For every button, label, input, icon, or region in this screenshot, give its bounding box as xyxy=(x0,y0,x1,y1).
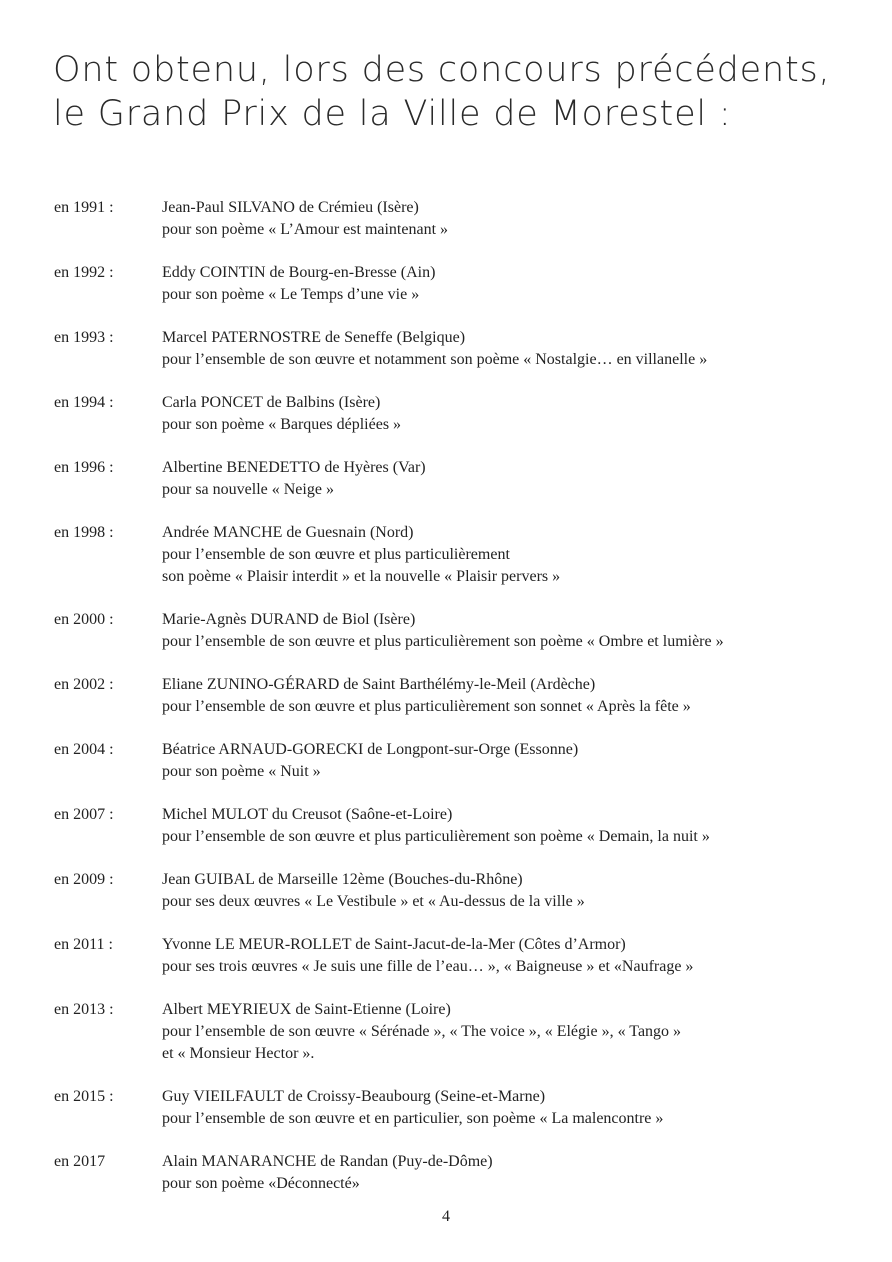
winner-entry xyxy=(54,327,874,371)
entry-description xyxy=(162,869,874,913)
entry-year: en 2007 : xyxy=(54,806,114,823)
entry-description xyxy=(162,457,874,501)
award-detail-line: pour l’ensemble de son œuvre et plus particulièrement son poème « Demain, la nuit » xyxy=(162,828,710,845)
title-line-2: le Grand Prix de la Ville de Morestel : xyxy=(53,94,732,134)
award-detail-line: pour l’ensemble de son œuvre « Sérénade », « The voice », « Elégie », « Tango » xyxy=(162,1023,682,1040)
award-detail-line: pour son poème «Déconnecté» xyxy=(162,1175,360,1192)
winner-entry xyxy=(54,869,874,913)
award-detail-line: pour ses deux œuvres « Le Vestibule » et « Au-dessus de la ville » xyxy=(162,893,585,910)
winner-name-line: Michel MULOT du Creusot (Saône-et-Loire) xyxy=(162,806,453,823)
title-line-1: Ont obtenu, lors des concours précédents, xyxy=(53,50,831,90)
page-title xyxy=(53,48,873,136)
winner-name-line: Albertine BENEDETTO de Hyères (Var) xyxy=(162,459,426,476)
award-detail-line: pour son poème « L’Amour est maintenant » xyxy=(162,221,449,238)
entry-description xyxy=(162,999,874,1065)
winner-entry xyxy=(54,804,874,848)
winner-entry xyxy=(54,262,874,306)
winner-name-line: Yvonne LE MEUR-ROLLET de Saint-Jacut-de-la-Mer (Côtes d’Armor) xyxy=(162,936,626,953)
winner-name-line: Albert MEYRIEUX de Saint-Etienne (Loire) xyxy=(162,1001,451,1018)
award-detail-line: pour l’ensemble de son œuvre et plus particulièrement son poème « Ombre et lumière » xyxy=(162,633,724,650)
entry-year: en 2009 : xyxy=(54,871,114,888)
entry-year: en 2004 : xyxy=(54,741,114,758)
entry-description xyxy=(162,1086,874,1130)
entry-year: en 2013 : xyxy=(54,1001,114,1018)
winner-name-line: Alain MANARANCHE de Randan (Puy-de-Dôme) xyxy=(162,1153,493,1170)
entry-year: en 1994 : xyxy=(54,394,114,411)
page-number: 4 xyxy=(442,1208,450,1225)
entry-description xyxy=(162,934,874,978)
winner-name-line: Eliane ZUNINO-GÉRARD de Saint Barthélémy-le-Meil (Ardèche) xyxy=(162,676,596,693)
entry-description xyxy=(162,522,874,588)
entry-description xyxy=(162,739,874,783)
winner-name-line: Jean-Paul SILVANO de Crémieu (Isère) xyxy=(162,199,419,216)
award-detail-line: pour l’ensemble de son œuvre et en particulier, son poème « La malencontre » xyxy=(162,1110,664,1127)
entry-year: en 2011 : xyxy=(54,936,113,953)
winner-entry xyxy=(54,934,874,978)
award-detail-line: pour son poème « Le Temps d’une vie » xyxy=(162,286,420,303)
entry-year: en 2002 : xyxy=(54,676,114,693)
winner-entry xyxy=(54,739,874,783)
winner-entry xyxy=(54,609,874,653)
award-detail-line: son poème « Plaisir interdit » et la nouvelle « Plaisir pervers » xyxy=(162,568,561,585)
entry-year: en 1996 : xyxy=(54,459,114,476)
award-detail-line: pour l’ensemble de son œuvre et plus particulièrement son sonnet « Après la fête » xyxy=(162,698,691,715)
entry-year: en 1993 : xyxy=(54,329,114,346)
entry-year: en 1991 : xyxy=(54,199,114,216)
entry-description xyxy=(162,674,874,718)
winner-name-line: Carla PONCET de Balbins (Isère) xyxy=(162,394,381,411)
award-detail-line: pour son poème « Barques dépliées » xyxy=(162,416,402,433)
entry-description xyxy=(162,327,874,371)
winner-name-line: Jean GUIBAL de Marseille 12ème (Bouches-du-Rhône) xyxy=(162,871,523,888)
entry-year: en 1992 : xyxy=(54,264,114,281)
entry-year: en 1998 : xyxy=(54,524,114,541)
entry-description xyxy=(162,197,874,241)
winner-entry xyxy=(54,999,874,1065)
winner-entry xyxy=(54,522,874,588)
award-detail-line: pour l’ensemble de son œuvre et plus particulièrement xyxy=(162,546,510,563)
entry-year: en 2000 : xyxy=(54,611,114,628)
winner-entry xyxy=(54,197,874,241)
award-detail-line: pour l’ensemble de son œuvre et notamment son poème « Nostalgie… en villanelle » xyxy=(162,351,708,368)
entry-description xyxy=(162,804,874,848)
winner-entry xyxy=(54,674,874,718)
award-detail-line: pour son poème « Nuit » xyxy=(162,763,321,780)
entry-description xyxy=(162,262,874,306)
entry-description xyxy=(162,1151,874,1195)
entry-description xyxy=(162,392,874,436)
winner-name-line: Guy VIEILFAULT de Croissy-Beaubourg (Seine-et-Marne) xyxy=(162,1088,546,1105)
award-detail-line: pour ses trois œuvres « Je suis une fille de l’eau… », « Baigneuse » et «Naufrage » xyxy=(162,958,694,975)
entry-year: en 2015 : xyxy=(54,1088,114,1105)
prize-winners-list xyxy=(54,197,874,1195)
entry-description xyxy=(162,609,874,653)
winner-name-line: Andrée MANCHE de Guesnain (Nord) xyxy=(162,524,414,541)
winner-name-line: Marcel PATERNOSTRE de Seneffe (Belgique) xyxy=(162,329,466,346)
winner-entry xyxy=(54,392,874,436)
winner-entry xyxy=(54,457,874,501)
award-detail-line: pour sa nouvelle « Neige » xyxy=(162,481,334,498)
award-detail-line: et « Monsieur Hector ». xyxy=(162,1045,315,1062)
winner-entry xyxy=(54,1151,874,1195)
winner-name-line: Eddy COINTIN de Bourg-en-Bresse (Ain) xyxy=(162,264,436,281)
winner-name-line: Marie-Agnès DURAND de Biol (Isère) xyxy=(162,611,416,628)
winner-entry xyxy=(54,1086,874,1130)
winner-name-line: Béatrice ARNAUD-GORECKI de Longpont-sur-Orge (Essonne) xyxy=(162,741,579,758)
entry-year: en 2017 xyxy=(54,1153,106,1170)
